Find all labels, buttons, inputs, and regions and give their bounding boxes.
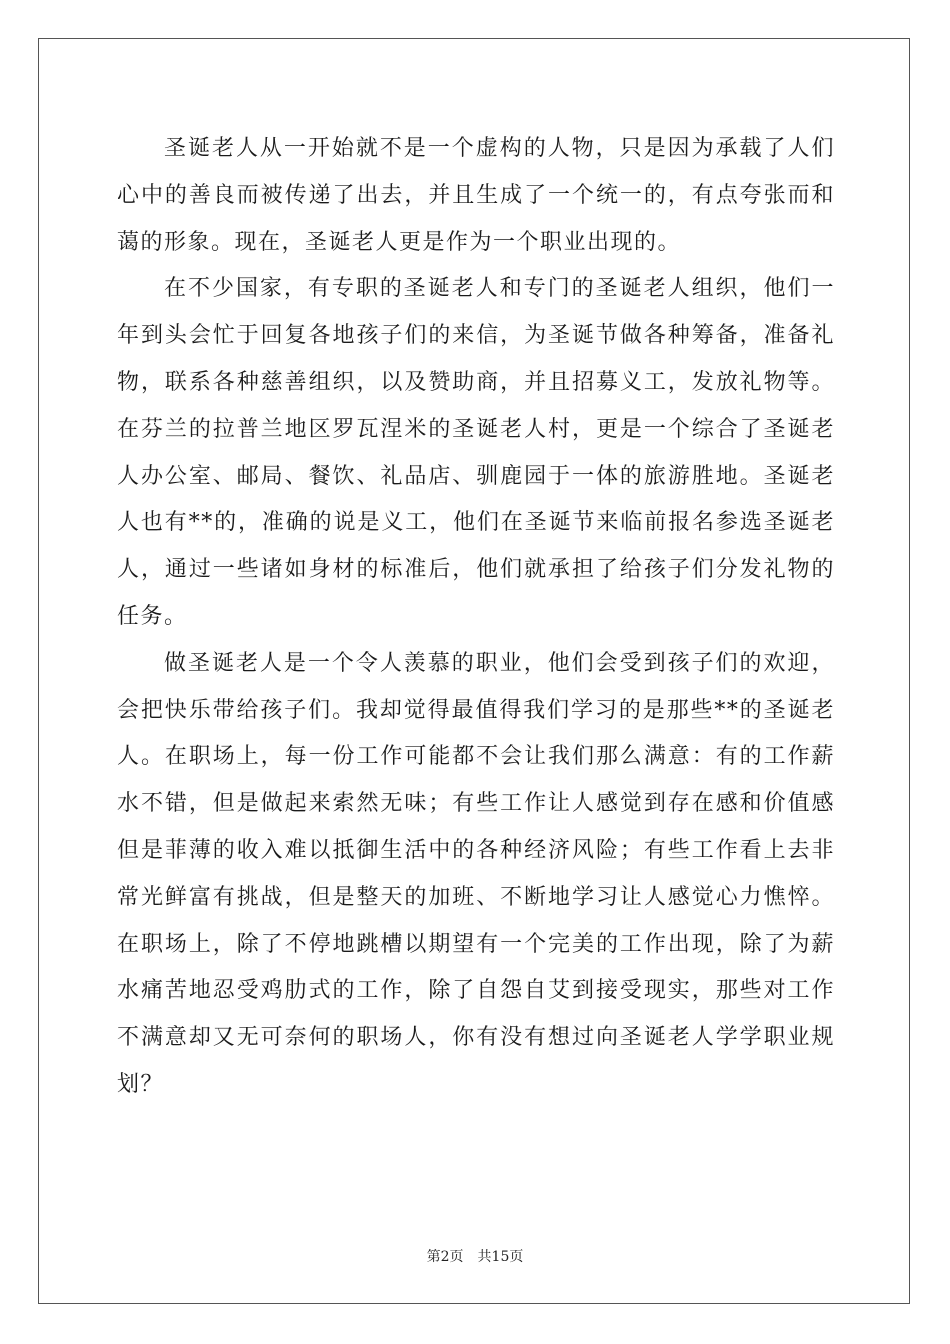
page-number-footer: 第2页 共15页 — [426, 1249, 524, 1265]
paragraph-2: 在不少国家，有专职的圣诞老人和专门的圣诞老人组织，他们一年到头会忙于回复各地孩子们的来信，为圣诞节做各种筹备，准备礼物，联系各种慈善组织，以及赞助商，并且招募义工，发放礼物等。在芬兰的拉普兰地区罗瓦涅米的圣诞老人村，更是一个综合了圣诞老人办公室、邮局、餐饮、礼品店、驯鹿园于一体的旅游胜地。圣诞老人也有**的，准确的说是义工，他们在圣诞节来临前报名参选圣诞老人，通过一些诸如身材的标准后，他们就承担了给孩子们分发礼物的任务。 — [117, 276, 835, 629]
paragraph-1: 圣诞老人从一开始就不是一个虚构的人物，只是因为承载了人们心中的善良而被传递了出去，并且生成了一个统一的，有点夸张而和蔼的形象。现在，圣诞老人更是作为一个职业出现的。 — [117, 136, 835, 255]
paragraph-3: 做圣诞老人是一个令人羡慕的职业，他们会受到孩子们的欢迎，会把快乐带给孩子们。我却觉得最值得我们学习的是那些**的圣诞老人。在职场上，每一份工作可能都不会让我们那么满意：有的工作薪水不错，但是做起来索然无味；有些工作让人感觉到存在感和价值感但是菲薄的收入难以抵御生活中的各种经济风险；有些工作看上去非常光鲜富有挑战，但是整天的加班、不断地学习让人感觉心力憔悴。在职场上，除了不停地跳槽以期望有一个完美的工作出现，除了为薪水痛苦地忍受鸡肋式的工作，除了自怨自艾到接受现实，那些对工作不满意却又无可奈何的职场人，你有没有想过向圣诞老人学学职业规划？ — [117, 650, 835, 1097]
document-body — [117, 126, 835, 1109]
